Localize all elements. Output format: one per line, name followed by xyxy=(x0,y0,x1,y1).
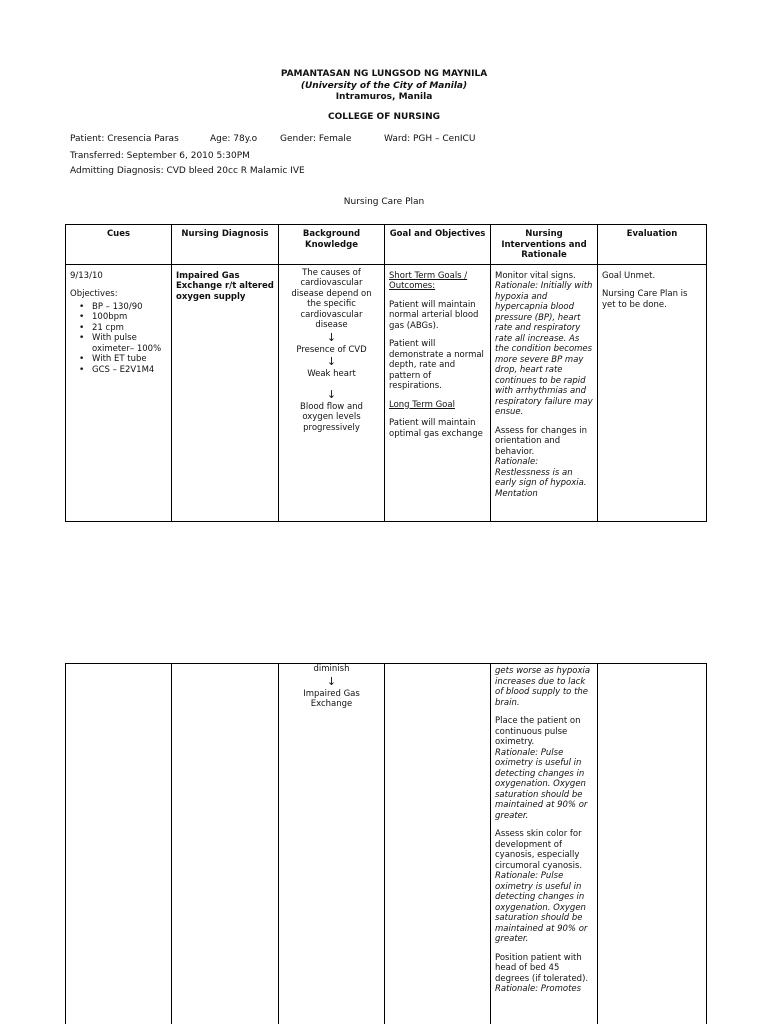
interventions-cell xyxy=(491,664,598,1024)
long-term-goal: Patient will maintain optimal gas exchange xyxy=(389,418,483,439)
intervention: Assess for changes in orientation and behavior. xyxy=(495,425,588,457)
column-header-diagnosis: Nursing Diagnosis xyxy=(172,225,279,265)
intervention: Monitor vital signs. xyxy=(495,270,576,281)
transfer-date: Transferred: September 6, 2010 5:30PM xyxy=(70,151,250,161)
rationale: Rationale: Restlessness is an early sign of hypoxia. Mentation xyxy=(495,457,587,499)
list-item: • GCS – E2V1M4 xyxy=(70,365,167,376)
column-header-interventions: Nursing Interventions and Rationale xyxy=(491,225,598,265)
down-arrow-icon: ↓ xyxy=(326,355,337,368)
college-name: COLLEGE OF NURSING xyxy=(328,112,440,122)
list-item: • With pulse oximeter– 100% xyxy=(70,333,167,354)
down-arrow-icon: ↓ xyxy=(326,330,337,344)
cues-cell xyxy=(66,264,172,521)
down-arrow-icon: ↓ xyxy=(326,387,337,401)
patient-ward: Ward: PGH – CenICU xyxy=(384,134,476,144)
background-text: diminish xyxy=(313,664,350,674)
patient-gender: Gender: Female xyxy=(280,134,352,144)
rationale: Rationale: Initially with hypoxia and hypercapnia blood pressure (BP), heart rate and respiratory rate all increase. As the condition becomes more severe BP may drop, heart rate continues to be rapid with arrhythmias and respiratory failure may ensue. xyxy=(495,281,593,417)
intervention: Position patient with head of bed 45 degrees (if tolerated). xyxy=(495,952,589,984)
patient-age: Age: 78y.o xyxy=(210,134,258,144)
background-cell xyxy=(279,264,385,521)
goals-cell xyxy=(385,264,491,521)
evaluation-status: Goal Unmet. xyxy=(602,270,656,281)
down-arrow-icon: ↓ xyxy=(326,674,337,688)
column-header-background: Background Knowledge xyxy=(279,225,385,265)
long-term-goal-heading: Long Term Goal xyxy=(389,399,455,410)
objectives-label: Objectives: xyxy=(70,289,118,299)
list-item: • 21 cpm xyxy=(70,323,167,334)
short-term-goal: Patient will demonstrate a normal depth, rate and pattern of respirations. xyxy=(389,339,484,391)
evaluation-note: Nursing Care Plan is yet to be done. xyxy=(602,289,688,310)
admitting-diagnosis: Admitting Diagnosis: CVD bleed 20cc R Malamic IVE xyxy=(70,166,305,176)
diagnosis-cell xyxy=(172,664,279,1024)
background-text: Blood flow and oxygen levels progressively xyxy=(300,401,363,433)
cue-date: 9/13/10 xyxy=(70,270,103,281)
nursing-diagnosis: Impaired Gas Exchange r/t altered oxygen supply xyxy=(176,270,274,302)
objectives-list xyxy=(70,302,167,376)
table-row xyxy=(66,664,707,1024)
care-plan-table-page1 xyxy=(65,224,707,522)
background-text: The causes of cardiovascular disease depend on the specific cardiovascular disease xyxy=(291,267,372,330)
background-text: Weak heart xyxy=(307,369,356,379)
evaluation-cell xyxy=(598,264,707,521)
background-text: Presence of CVD xyxy=(296,344,367,355)
interventions-cell xyxy=(491,264,598,521)
rationale: Rationale: Pulse oximetry is useful in detecting changes in oxygenation. Oxygen saturation should be maintained at 90% or greater. xyxy=(495,747,588,821)
short-term-goal: Patient will maintain normal arterial blood gas (ABGs). xyxy=(389,299,479,331)
intervention: Place the patient on continuous pulse oximetry. xyxy=(495,716,581,747)
care-plan-title: Nursing Care Plan xyxy=(343,197,425,207)
goals-cell xyxy=(385,664,491,1024)
short-term-goals-heading: Short Term Goals / Outcomes: xyxy=(389,270,468,291)
list-item: • BP – 130/90 xyxy=(70,302,167,313)
care-plan-table-page2 xyxy=(65,663,707,1024)
cues-cell xyxy=(66,664,172,1024)
column-header-cues: Cues xyxy=(66,225,172,265)
rationale: Rationale: Promotes xyxy=(495,984,582,994)
rationale: Rationale: Pulse oximetry is useful in detecting changes in oxygenation. Oxygen saturation should be maintained at 90% or greater. xyxy=(495,871,588,944)
table-row xyxy=(66,264,707,521)
evaluation-cell xyxy=(598,664,707,1024)
list-item: • 100bpm xyxy=(70,312,167,323)
university-location: Intramuros, Manila xyxy=(335,92,433,102)
rationale: gets worse as hypoxia increases due to lack of blood supply to the brain. xyxy=(495,666,591,708)
background-cell xyxy=(279,664,385,1024)
patient-info-row xyxy=(70,134,710,146)
university-english-name: (University of the City of Manila) xyxy=(300,81,468,91)
table-header-row xyxy=(66,225,707,265)
diagnosis-cell xyxy=(172,264,279,521)
column-header-evaluation: Evaluation xyxy=(598,225,707,265)
column-header-goals: Goal and Objectives xyxy=(385,225,491,265)
background-text: Impaired Gas Exchange xyxy=(303,688,360,709)
list-item: • With ET tube xyxy=(70,354,167,365)
intervention: Assess skin color for development of cyanosis, especially circumoral cyanosis. xyxy=(495,829,583,871)
university-name: PAMANTASAN NG LUNGSOD NG MAYNILA xyxy=(280,69,488,79)
patient-name: Patient: Cresencia Paras xyxy=(70,134,179,144)
